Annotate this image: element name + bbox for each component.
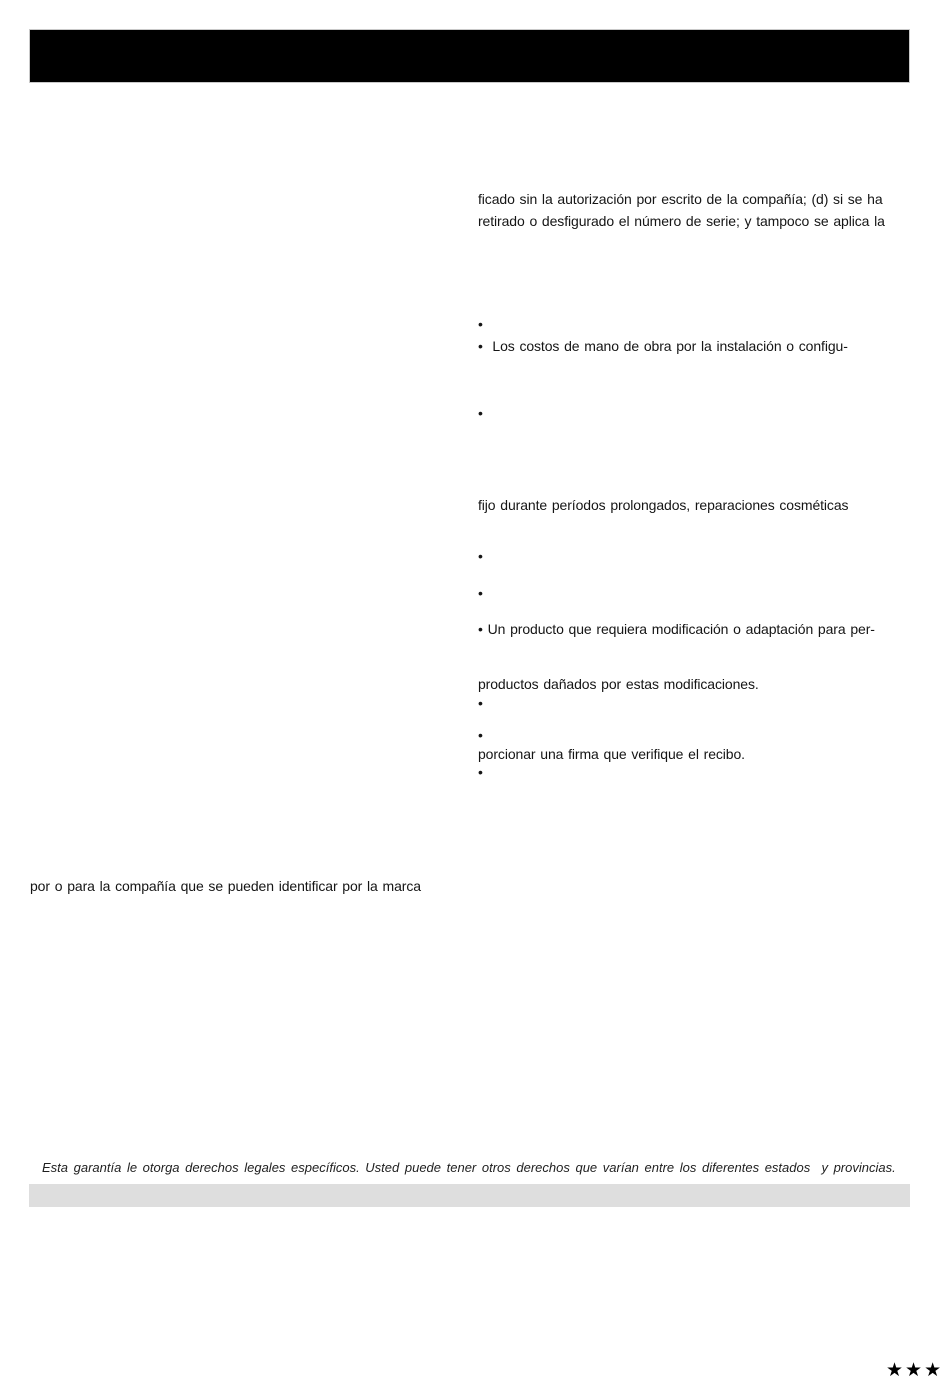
bullet-marker: • xyxy=(478,548,483,564)
bullet-item: • Un producto que requiera modificación o adaptación para per- xyxy=(478,621,875,637)
bullet-marker: • xyxy=(478,585,483,601)
bullet-marker: • xyxy=(478,727,483,743)
bullet-item: • Los costos de mano de obra por la instalación o configu- xyxy=(478,338,848,354)
warranty-text-line: fijo durante períodos prolongados, reparaciones cosméticas xyxy=(478,497,849,513)
header-title-bar xyxy=(29,29,910,83)
warranty-text-line: ficado sin la autorización por escrito de la compañía; (d) si se ha xyxy=(478,191,883,207)
warranty-text-line: porcionar una firma que verifique el recibo. xyxy=(478,746,745,762)
bullet-marker: • xyxy=(478,695,483,711)
warranty-text-line: productos dañados por estas modificaciones. xyxy=(478,676,759,692)
warranty-text-line: por o para la compañía que se pueden identificar por la marca xyxy=(30,878,421,894)
legal-footnote: Esta garantía le otorga derechos legales específicos. Usted puede tener otros derechos que varían entre los diferentes estados y provincias. xyxy=(42,1160,896,1175)
footer-gray-bar xyxy=(29,1184,910,1207)
bullet-marker: • xyxy=(478,316,483,332)
bullet-marker: • xyxy=(478,405,483,421)
bullet-marker: • xyxy=(478,764,483,780)
page-footer-stars: ★★★ xyxy=(886,1360,944,1381)
warranty-text-line: retirado o desfigurado el número de serie; y tampoco se aplica la xyxy=(478,213,885,229)
